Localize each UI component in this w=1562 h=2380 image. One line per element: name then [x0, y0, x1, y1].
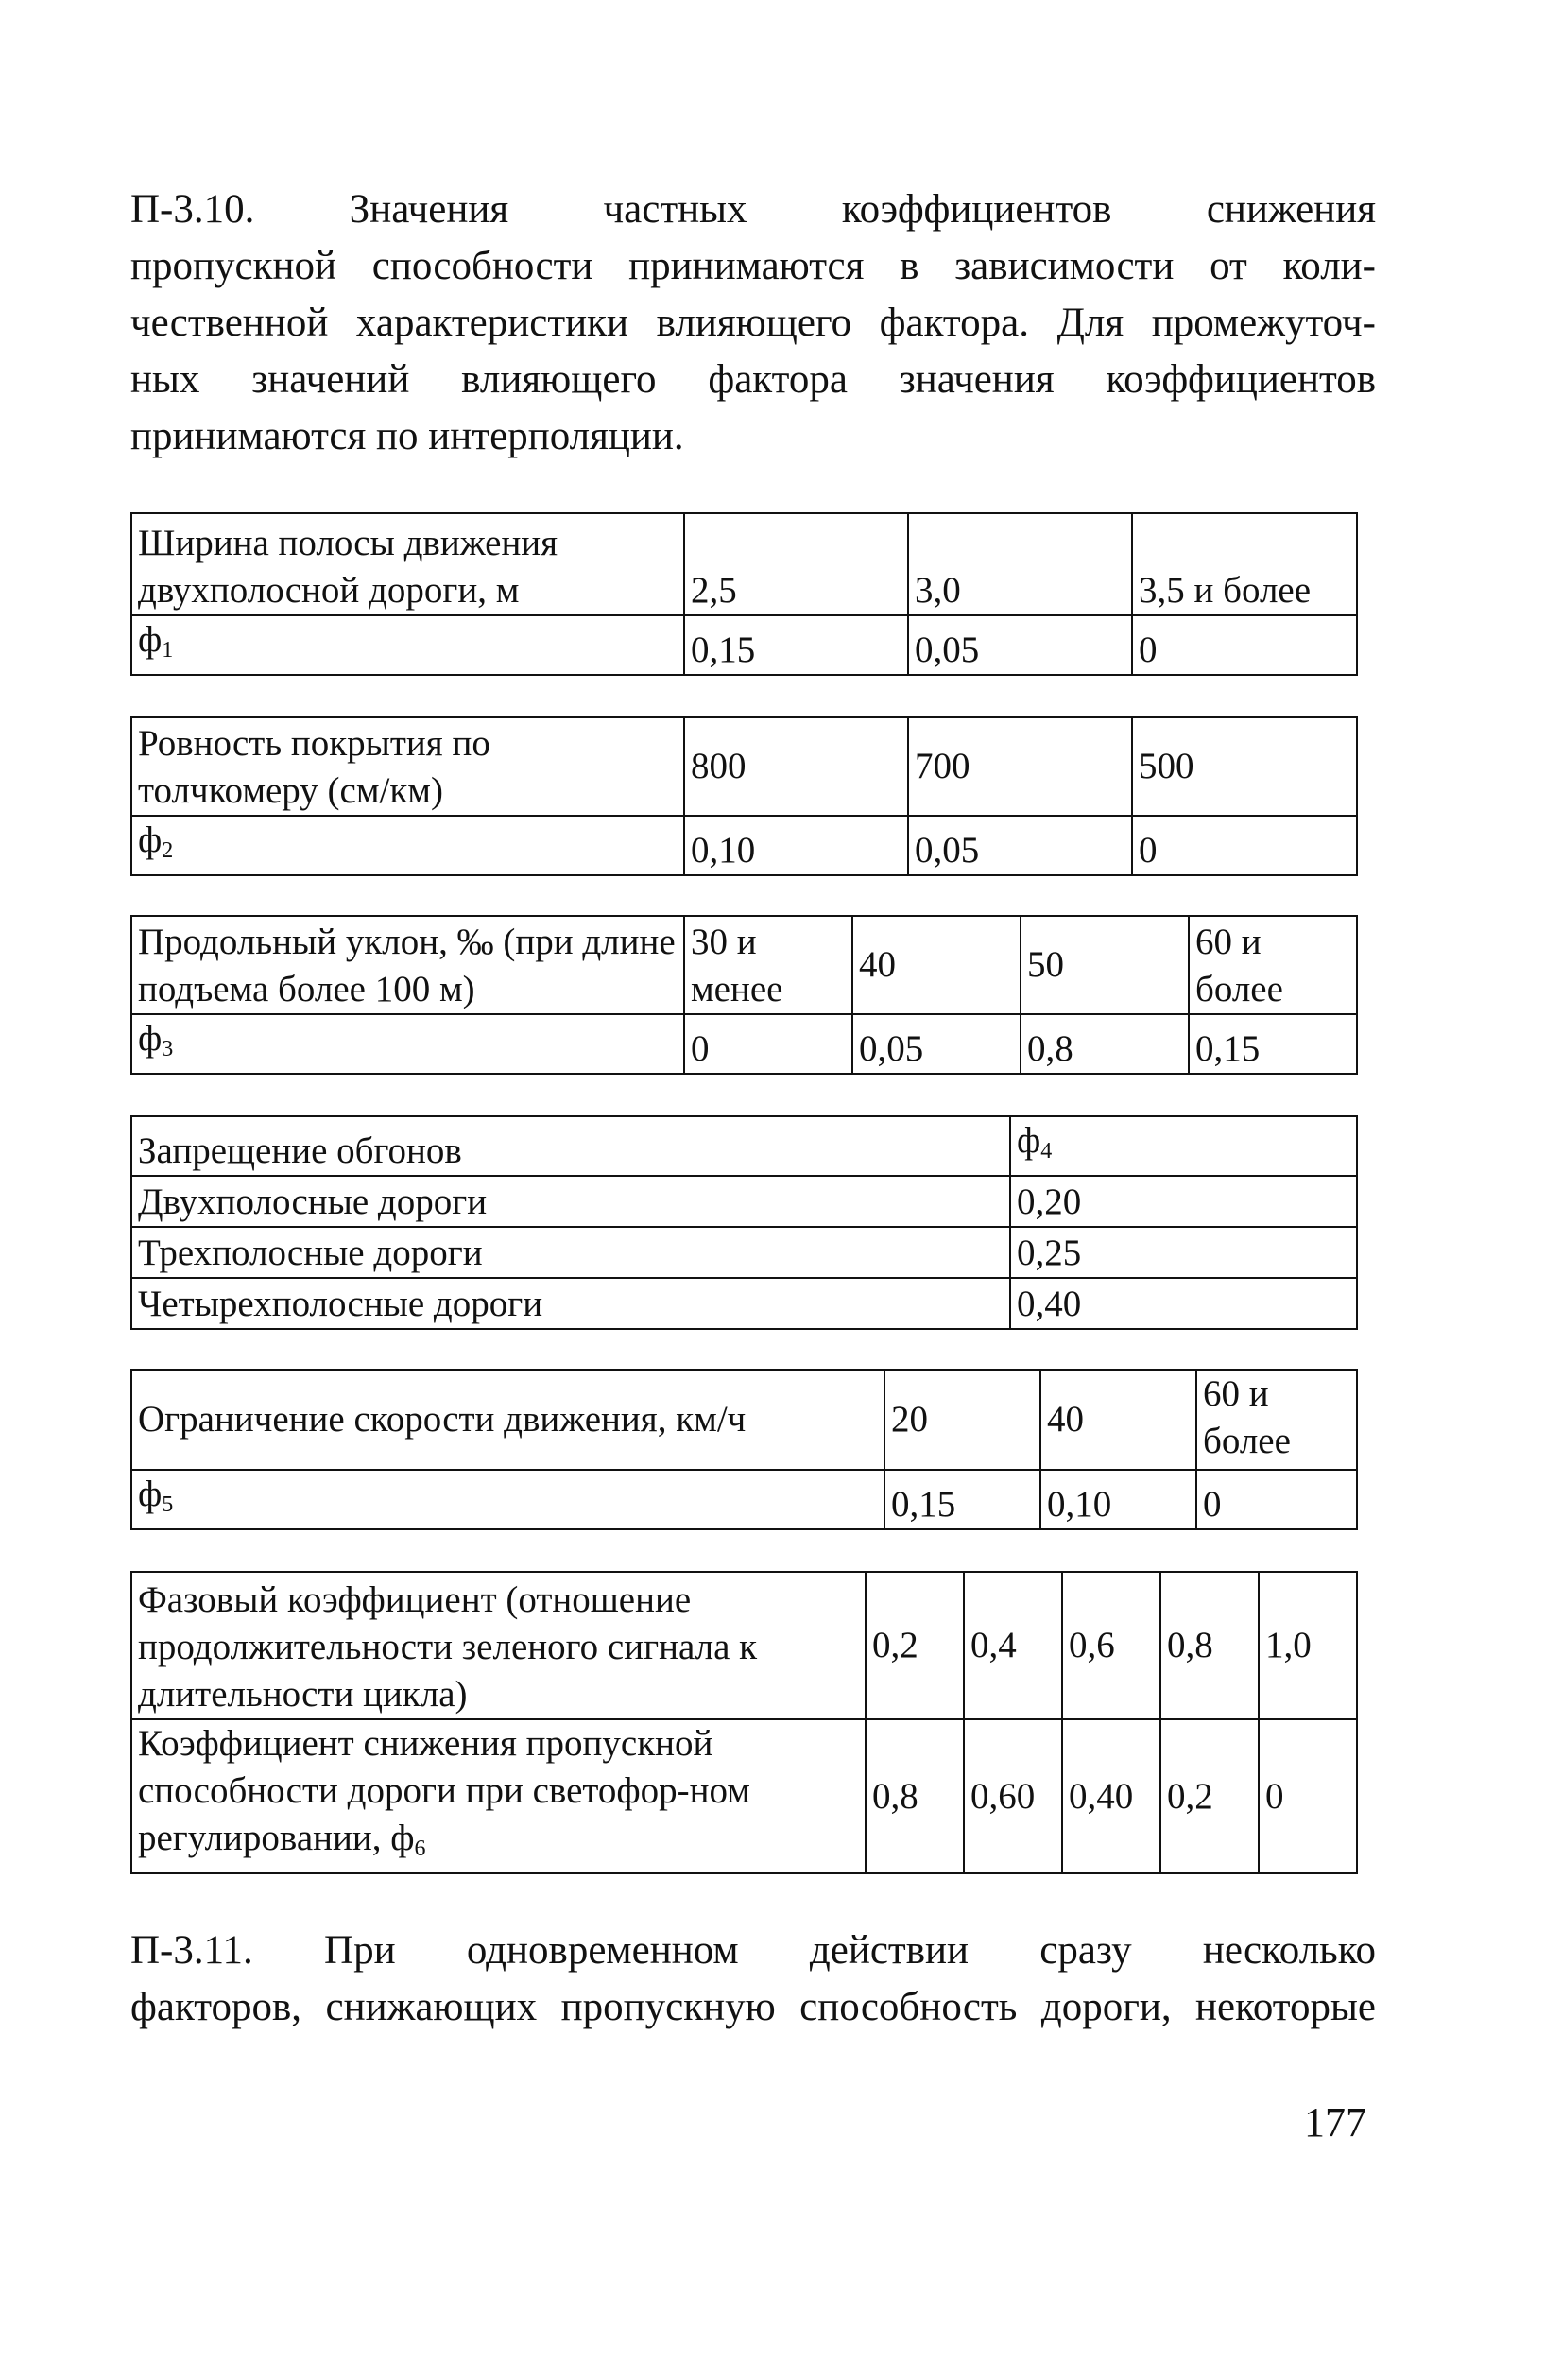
paragraph-line: П-3.10. Значения частных коэффициентов снижения — [130, 187, 1376, 232]
coefficient-cell: 0 — [1196, 1470, 1357, 1529]
table-value-cell: 0,8 — [1160, 1572, 1259, 1719]
coefficient-cell: 0,60 — [964, 1719, 1062, 1873]
paragraph-p-3-10 — [130, 181, 1376, 465]
table-row-label: Четырехполосные дороги — [131, 1278, 1010, 1329]
paragraph-p-3-11 — [130, 1923, 1376, 2036]
coefficient-cell: 0 — [1259, 1719, 1357, 1873]
table-value-cell: 40 — [1040, 1370, 1196, 1470]
coefficient-cell: 0 — [1132, 816, 1357, 875]
table-value-cell: 3,5 и более — [1132, 513, 1357, 615]
table-value-cell: 0,4 — [964, 1572, 1062, 1719]
table-value-cell: 60 и более — [1189, 916, 1357, 1014]
paragraph-line: чественной характеристики влияющего фактора. Для промежуточ- — [130, 301, 1376, 345]
table-row-label: Двухполосные дороги — [131, 1176, 1010, 1227]
table-value-cell: 2,5 — [684, 513, 908, 615]
coefficient-label-cell: $ф_2$ — [131, 816, 684, 875]
table-header-cell: Ограничение скорости движения, км/ч — [131, 1370, 884, 1470]
coefficient-cell: 0,8 — [1021, 1014, 1189, 1074]
no-overtaking-table — [130, 1115, 1358, 1330]
table-value-cell: 0,6 — [1062, 1572, 1160, 1719]
coefficient-cell: 0,05 — [908, 816, 1132, 875]
table-value-cell: 700 — [908, 717, 1132, 816]
coefficient-cell: 0,40 — [1062, 1719, 1160, 1873]
speed-limit-table — [130, 1369, 1358, 1530]
coefficient-cell: 0,20 — [1010, 1176, 1357, 1227]
phase-coefficient-table — [130, 1571, 1358, 1874]
coefficient-cell: 0,15 — [1189, 1014, 1357, 1074]
table-value-cell: 60 и более — [1196, 1370, 1357, 1470]
table-header-cell: Фазовый коэффициент (отношение продолжительности зеленого сигнала к длительности цикла) — [131, 1572, 866, 1719]
page-number: 177 — [1304, 2099, 1366, 2146]
table-value-cell: 30 и менее — [684, 916, 852, 1014]
table-header-cell: Ровность покрытия по толчкомеру (см/км) — [131, 717, 684, 816]
coefficient-label-cell: $ф_5$ — [131, 1470, 884, 1529]
coefficient-cell: 0,10 — [684, 816, 908, 875]
paragraph-line: П-3.11. При одновременном действии сразу несколько — [130, 1928, 1376, 1973]
table-value-cell: 500 — [1132, 717, 1357, 816]
coefficient-cell: 0,10 — [1040, 1470, 1196, 1529]
coefficient-label-cell: Коэффициент снижения пропускной способности дороги при светофор-ном регулировании, $ф_6$ — [131, 1719, 866, 1873]
table-header-cell: Продольный уклон, ‰ (при длине подъема более 100 м) — [131, 916, 684, 1014]
table-value-cell: 1,0 — [1259, 1572, 1357, 1719]
coefficient-label-cell: $ф_4$ — [1010, 1116, 1357, 1176]
coefficient-cell: 0,15 — [884, 1470, 1040, 1529]
table-value-cell: 800 — [684, 717, 908, 816]
table-row-label: Трехполосные дороги — [131, 1227, 1010, 1278]
paragraph-line: факторов, снижающих пропускную способность дороги, некоторые — [130, 1985, 1376, 2029]
coefficient-label-cell: $ф_3$ — [131, 1014, 684, 1074]
coefficient-cell: 0,15 — [684, 615, 908, 675]
lane-width-table — [130, 512, 1358, 676]
table-value-cell: 50 — [1021, 916, 1189, 1014]
coefficient-cell: 0,05 — [908, 615, 1132, 675]
coefficient-cell: 0,8 — [866, 1719, 964, 1873]
table-header-cell: Запрещение обгонов — [131, 1116, 1010, 1176]
coefficient-cell: 0,05 — [852, 1014, 1021, 1074]
surface-evenness-table — [130, 716, 1358, 876]
coefficient-cell: 0,25 — [1010, 1227, 1357, 1278]
table-value-cell: 40 — [852, 916, 1021, 1014]
coefficient-label-cell: $ф_1$ — [131, 615, 684, 675]
table-value-cell: 0,2 — [866, 1572, 964, 1719]
coefficient-cell: 0,40 — [1010, 1278, 1357, 1329]
coefficient-cell: 0,2 — [1160, 1719, 1259, 1873]
table-value-cell: 20 — [884, 1370, 1040, 1470]
longitudinal-grade-table — [130, 915, 1358, 1075]
table-value-cell: 3,0 — [908, 513, 1132, 615]
paragraph-line: принимаются по интерполяции. — [130, 414, 684, 458]
coefficient-cell: 0 — [684, 1014, 852, 1074]
paragraph-line: пропускной способности принимаются в зависимости от коли- — [130, 244, 1376, 288]
paragraph-line: ных значений влияющего фактора значения коэффициентов — [130, 357, 1376, 402]
table-header-cell: Ширина полосы движения двухполосной дороги, м — [131, 513, 684, 615]
coefficient-cell: 0 — [1132, 615, 1357, 675]
